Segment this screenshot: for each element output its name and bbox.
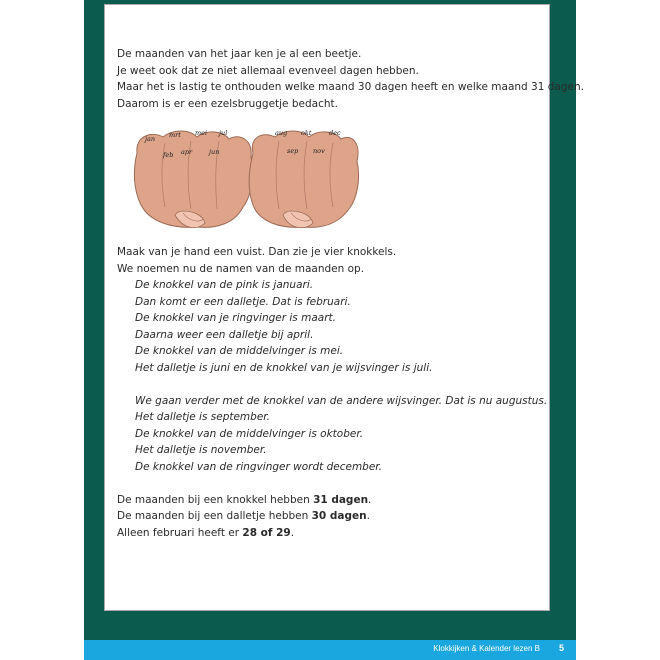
intro-line-2: Je weet ook dat ze niet allemaal evenveel dagen hebben. (117, 64, 419, 77)
knuckle-label: dec (329, 129, 341, 137)
mnemonic-line: De knokkel van de ringvinger wordt december. (135, 460, 382, 473)
summary-line-2: De maanden bij een dalletje hebben 30 dagen. (117, 510, 370, 522)
left-fist-illustration (134, 131, 252, 228)
instruction-line-2: We noemen nu de namen van de maanden op. (117, 262, 365, 275)
knuckle-label: jan (145, 135, 156, 143)
right-fist-illustration (249, 131, 358, 228)
knuckle-label: mrt (169, 131, 181, 139)
fists-illustration (131, 123, 361, 235)
valley-label: feb (163, 151, 174, 159)
instruction-line-1: Maak van je hand een vuist. Dan zie je vier knokkels. (117, 246, 397, 258)
knuckle-label: okt (301, 129, 312, 137)
intro-line-1: De maanden van het jaar ken je al een beetje. (117, 48, 362, 60)
paragraph-gap (117, 376, 537, 393)
knuckle-label: jul (219, 129, 228, 137)
mnemonic-line: We gaan verder met de knokkel van de andere wijsvinger. Dat is nu augustus. (135, 394, 548, 407)
valley-label: nov (313, 147, 325, 155)
knuckle-label: mei (195, 129, 208, 137)
worksheet-text (117, 46, 584, 541)
mnemonic-line: De knokkel van de middelvinger is oktober. (135, 427, 364, 440)
mnemonic-line: De knokkel van je ringvinger is maart. (135, 312, 336, 324)
valley-label: jun (209, 148, 220, 156)
summary-line-1: De maanden bij een knokkel hebben 31 dagen. (117, 493, 372, 506)
mnemonic-line: Het dalletje is november. (135, 444, 267, 456)
mnemonic-line: Daarna weer een dalletje bij april. (135, 328, 314, 341)
page-number: 5 (558, 643, 564, 653)
knuckle-label: aug (275, 129, 288, 137)
mnemonic-line: De knokkel van de pink is januari. (135, 279, 314, 291)
mnemonic-line: Dan komt er een dalletje. Dat is februari. (135, 295, 351, 308)
mnemonic-line: De knokkel van de middelvinger is mei. (135, 345, 344, 357)
footer-book-title: Klokkijken & Kalender lezen B (433, 644, 540, 653)
footer-bar (84, 640, 576, 660)
mnemonic-line: Het dalletje is september. (135, 411, 270, 423)
worksheet-page (104, 4, 584, 611)
mnemonic-line: Het dalletje is juni en de knokkel van je wijsvinger is juli. (135, 361, 433, 374)
paragraph-gap (117, 475, 537, 492)
intro-line-4: Daarom is er een ezelsbruggetje bedacht. (117, 97, 338, 110)
intro-line-3: Maar het is lastig te onthouden welke maand 30 dagen heeft en welke maand 31 dagen. (117, 81, 584, 93)
summary-line-3: Alleen februari heeft er 28 of 29. (117, 526, 295, 539)
valley-label: apr (181, 148, 193, 156)
valley-label: sep (287, 147, 299, 155)
